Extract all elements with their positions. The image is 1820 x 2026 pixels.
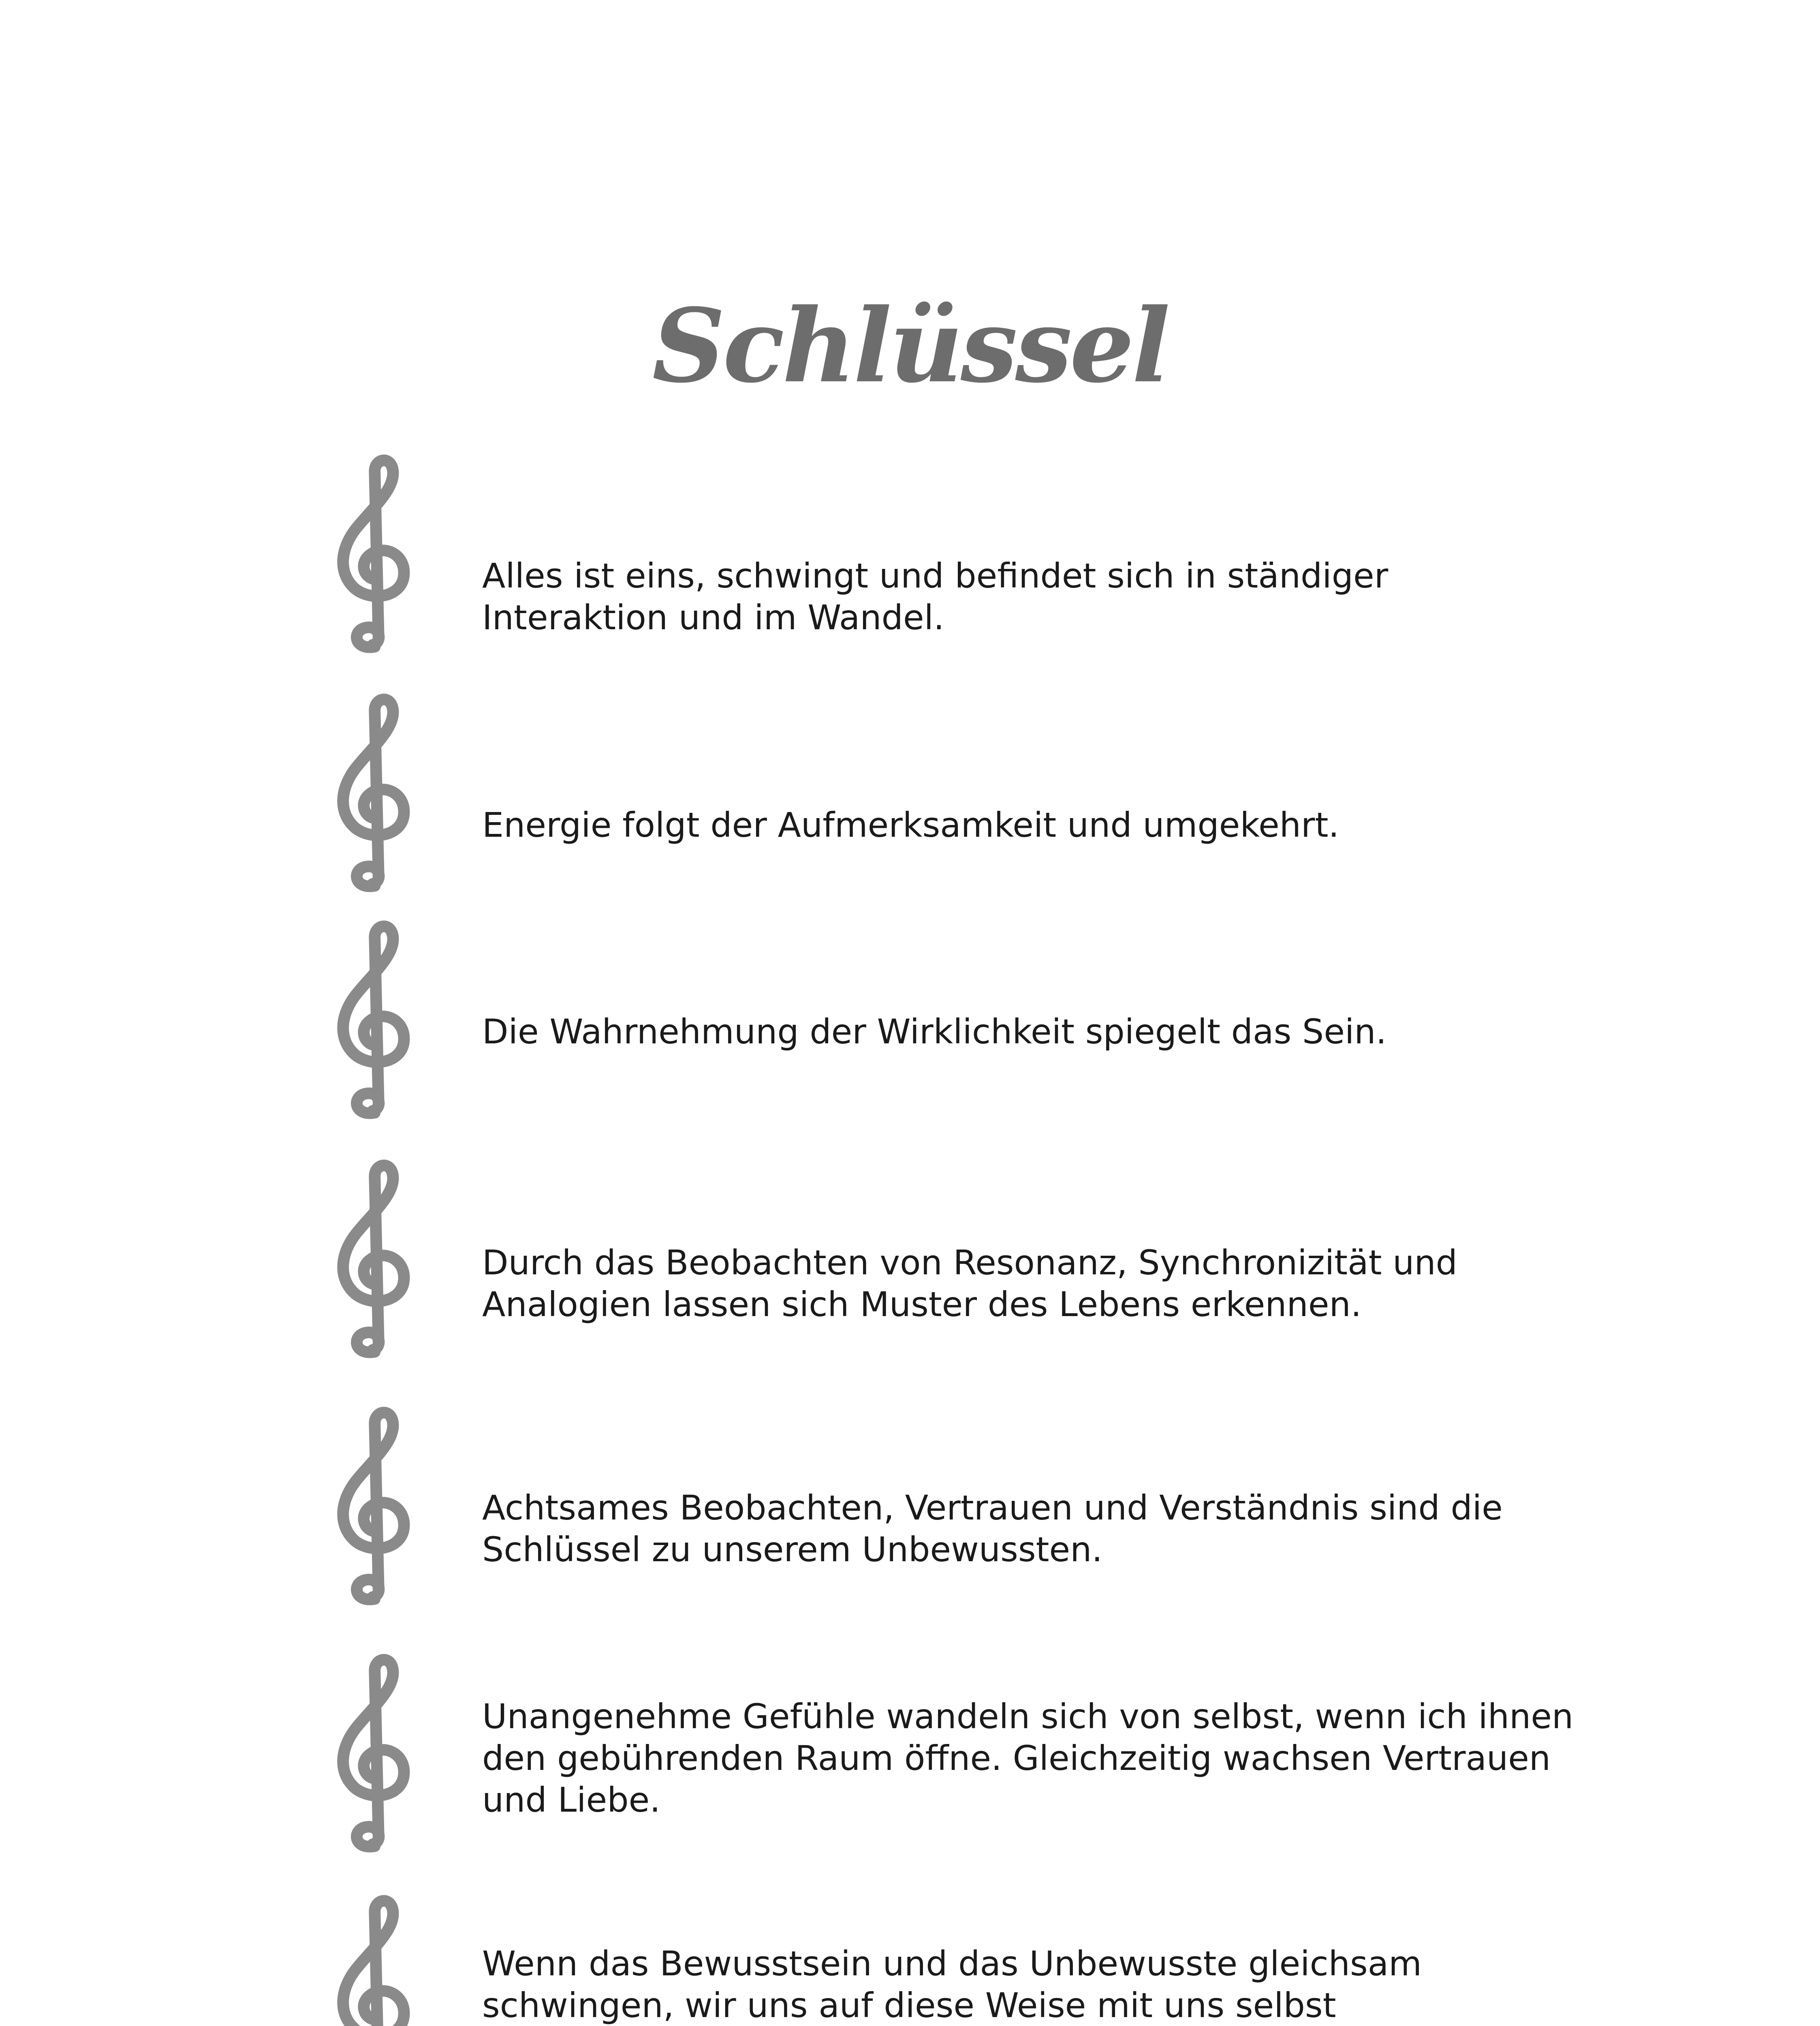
treble-clef-icon (324, 920, 421, 1122)
key-text-7: Wenn das Bewusstsein und das Unbewusste gleichsam schwingen, wir uns auf diese Weise mit uns selbst (482, 1944, 1422, 2025)
treble-clef-icon (324, 693, 421, 895)
key-text-5: Achtsames Beobachten, Vertrauen und Verständnis sind die Schlüssel zu unserem Unbewussten. (482, 1488, 1503, 1569)
key-text-3: Die Wahrnehmung der Wirklichkeit spiegelt das Sein. (482, 1012, 1387, 1051)
treble-clef-icon (324, 1406, 421, 1609)
key-text-4: Durch das Beobachten von Resonanz, Synchronizität und Analogien lassen sich Muster des Lebens erkennen. (482, 1243, 1458, 1324)
key-text-2: Energie folgt der Aufmerksamkeit und umgekehrt. (482, 805, 1339, 845)
treble-clef-icon (324, 1653, 421, 1856)
page-title: Schlüssel (652, 286, 1168, 405)
treble-clef-icon (324, 1894, 421, 2026)
treble-clef-icon (324, 1159, 421, 1361)
key-text-6: Unangenehme Gefühle wandeln sich von selbst, wenn ich ihnen den gebührenden Raum öffne. Gleichzeitig wachsen Vertrauen und Liebe. (482, 1697, 1574, 1820)
treble-clef-icon (324, 454, 421, 656)
key-text-1: Alles ist eins, schwingt und befindet sich in ständiger Interaktion und im Wandel. (482, 556, 1388, 637)
